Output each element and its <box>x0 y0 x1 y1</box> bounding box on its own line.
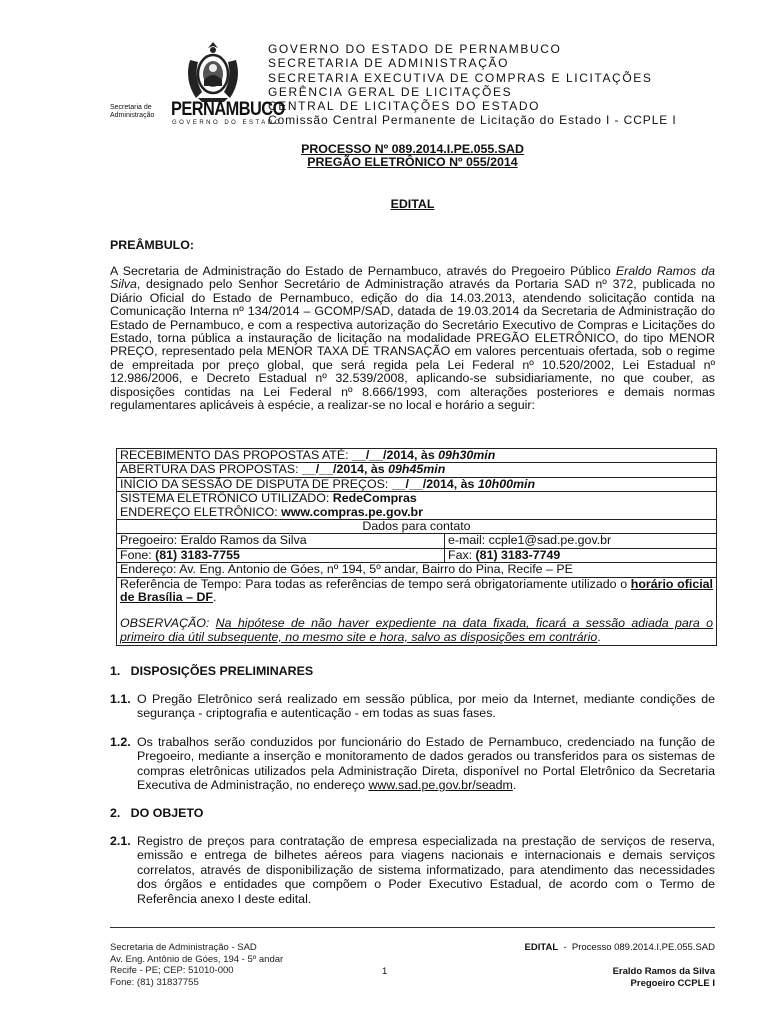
value: www.compras.pe.gov.br <box>281 504 423 519</box>
doc-process: - Processo 089.2014.I.PE.055.SAD <box>558 942 715 953</box>
obs-text: Na hipótese de não haver expediente na data fixada, ficará a sessão adiada para o primeiro dia útil subsequente, no mesmo site e hora, salvo as disposições em contrário <box>120 616 713 644</box>
header-line: SECRETARIA EXECUTIVA DE COMPRAS E LICITAÇÕES <box>268 70 653 85</box>
referencia-cell: Referência de Tempo: Para todas as referências de tempo será obrigatoriamente utilizado o horário oficial de Brasília – DF. OBSERVAÇÃO: Na hipótese de não haver expediente na data fixada, ficará a sessão adiada para o primeiro dia útil subsequente, no mesmo site e hora, salvo as disposições em contrário. <box>117 577 717 646</box>
preamble-paragraph <box>110 265 715 412</box>
label: ABERTURA DAS PROPOSTAS: <box>120 462 303 477</box>
footer-line: Secretaria de Administração - SAD <box>110 942 257 953</box>
footer-address <box>110 942 283 988</box>
item-number: 1.1. <box>110 692 131 706</box>
inicio-cell <box>117 477 717 491</box>
label: RECEBIMENTO DAS PROPOSTAS ATÉ: <box>120 448 353 462</box>
page-number: 1 <box>382 966 388 977</box>
table-row <box>117 548 717 562</box>
seadm-link[interactable]: www.sad.pe.gov.br/seadm <box>368 778 513 793</box>
recebimento-cell <box>117 449 717 463</box>
header-line: SECRETARIA DE ADMINISTRAÇÃO <box>268 56 510 71</box>
table-row <box>117 534 717 548</box>
label: SISTEMA ELETRÔNICO UTILIZADO: <box>120 491 333 506</box>
value: __/__/2014, às <box>352 448 439 462</box>
footer-doc-ref <box>525 942 715 953</box>
footer-line: Fone: (81) 31837755 <box>110 976 199 988</box>
punct: . <box>212 590 217 605</box>
edital-title: EDITAL <box>390 197 435 211</box>
label: ENDEREÇO ELETRÔNICO: <box>120 504 282 519</box>
table-row <box>117 449 717 463</box>
processo-title: PROCESSO Nº 089.2014.I.PE.055.SAD <box>301 142 524 156</box>
email-cell: e-mail: ccple1@sad.pe.gov.br <box>445 534 717 548</box>
pregoeiro-name: Eraldo Ramos da Silva <box>110 264 715 292</box>
table-row <box>117 577 717 646</box>
item-number: 2.1. <box>110 834 131 848</box>
value: RedeCompras <box>332 491 417 506</box>
header-line: Comissão Central Permanente de Licitação do Estado I - CCPLE I <box>268 113 677 128</box>
time: 09h45min <box>388 462 446 477</box>
endereco-cell: Endereço: Av. Eng. Antonio de Góes, nº 194, 5º andar, Bairro do Pina, Recife – PE <box>117 563 717 577</box>
sistema-cell <box>117 492 717 506</box>
section-2-title: 2. DO OBJETO <box>110 806 204 820</box>
text: Os trabalhos serão conduzidos por funcionário do Estado de Pernambuco, credenciado na função de Pregoeiro, mediante a inserção e monitoramento de dados gerados ou transferidos para os sistemas de compras eletrônicas utilizados pela Administração Direta, disponível no Portal Eletrônico da Secretaria Executiva de Administração, no endereço <box>137 735 715 793</box>
item-1-2-text <box>137 735 715 793</box>
preamble-text: A Secretaria de Administração do Estado de Pernambuco, através do Pregoeiro Público <box>110 264 616 278</box>
pernambuco-crest-icon <box>180 40 246 104</box>
label: Fax: <box>448 547 476 562</box>
value: (81) 3183-7755 <box>155 547 240 562</box>
preamble-text: , designado pelo Senhor Secretário de Administração através da Portaria SAD nº 372, publicada no Diário Oficial do Estado de Pernambuco, edição do dia 14.03.2013, atendendo solicitação contida na Comunicação Interna nº 134/2014 – GCOMP/SAD, datada de 19.03.2014 da Secretaria de Administração do Estado de Pernambuco, e com a respectiva autorização do Secretário Executivo de Compras e Licitações do Estado, torna pública a instauração de licitação na modalidade PREGÃO ELETRÔNICO, do tipo MENOR PREÇO, representado pela MENOR TAXA DE TRANSAÇÃO em valores percentuais ofertada, sob o regime de empreitada por preço global, que será regida pela Lei Federal nº 10.520/2002, Lei Estadual nº 12.986/2006, e Decreto Estadual nº 32.539/2008, aplicando-se subsidiariamente, no que couber, as disposições contidas na Lei Federal nº 8.666/1993, com alterações posteriores e demais normas regulamentares aplicáveis à espécie, a realizar-se no local e horário a seguir: <box>110 277 715 413</box>
label: INÍCIO DA SESSÃO DE DISPUTA DE PREÇOS: <box>120 476 392 491</box>
signer-role: Pregoeiro CCPLE I <box>630 977 715 989</box>
doc-type: EDITAL <box>524 942 559 953</box>
footer-divider <box>110 927 715 928</box>
value: horário oficial de Brasília – DF <box>120 576 713 605</box>
header-line: GOVERNO DO ESTADO DE PERNAMBUCO <box>268 42 562 56</box>
obs-label: OBSERVAÇÃO: <box>120 616 210 631</box>
punct: . <box>512 778 517 793</box>
section-1-title: 1. DISPOSIÇÕES PRELIMINARES <box>110 664 314 678</box>
fone-cell <box>117 548 445 562</box>
header-line: GERÊNCIA GERAL DE LICITAÇÕES <box>268 84 513 99</box>
footer-signer <box>613 966 715 989</box>
table-row <box>117 520 717 534</box>
preambulo-heading: PREÂMBULO: <box>110 238 194 252</box>
item-number: 1.2. <box>110 735 131 749</box>
secretaria-label: Secretaria de Administração <box>110 104 155 119</box>
logo-subtext: GOVERNO DO ESTADO <box>172 120 282 126</box>
fax-cell <box>445 548 717 562</box>
time: 10h00min <box>477 476 536 491</box>
label: Fone: <box>120 547 156 562</box>
pregoeiro-cell: Pregoeiro: Eraldo Ramos da Silva <box>117 534 445 548</box>
table-row <box>117 477 717 491</box>
item-2-1-text: Registro de preços para contratação de empresa especializada na prestação de serviços de reserva, emissão e entrega de bilhetes aéreos para viagens nacionais e internacionais e demais serviços correlatos, através de disponibilização de sistema informatizado, para atendimento das necessidades dos órgãos e entidades que compõem o Poder Executivo Estadual, de acordo com o Termo de Referência anexo I deste edital. <box>137 834 715 906</box>
footer-line: Recife - PE; CEP: 51010-000 <box>110 965 234 977</box>
label: Referência de Tempo: Para todas as referências de tempo será obrigatoriamente utilizado o <box>120 576 631 591</box>
table-row <box>117 463 717 477</box>
signer-name: Eraldo Ramos da Silva <box>612 966 715 977</box>
contato-cell: Dados para contato <box>117 520 717 534</box>
table-row <box>117 563 717 577</box>
header-line: CENTRAL DE LICITAÇÕES DO ESTADO <box>268 99 541 114</box>
endereco-eletronico-cell <box>117 506 717 520</box>
time: 09h30min <box>438 448 496 462</box>
footer-line: Av. Eng. Antônio de Góes, 194 - 5º andar <box>110 953 284 965</box>
logo-text: PERNAMBUCO <box>171 99 285 120</box>
info-table <box>116 448 717 646</box>
table-row <box>117 492 717 506</box>
value: __/__/2014, às <box>302 462 389 477</box>
pregao-title: PREGÃO ELETRÔNICO Nº 055/2014 <box>307 155 518 169</box>
value: (81) 3183-7749 <box>475 547 561 562</box>
abertura-cell <box>117 463 717 477</box>
header-lines <box>268 42 677 128</box>
table-row <box>117 506 717 520</box>
item-1-1-text: O Pregão Eletrônico será realizado em sessão pública, por meio da Internet, mediante condições de segurança - criptografia e autenticação - em todas as suas fases. <box>137 692 715 721</box>
value: __/__/2014, às <box>391 476 478 491</box>
